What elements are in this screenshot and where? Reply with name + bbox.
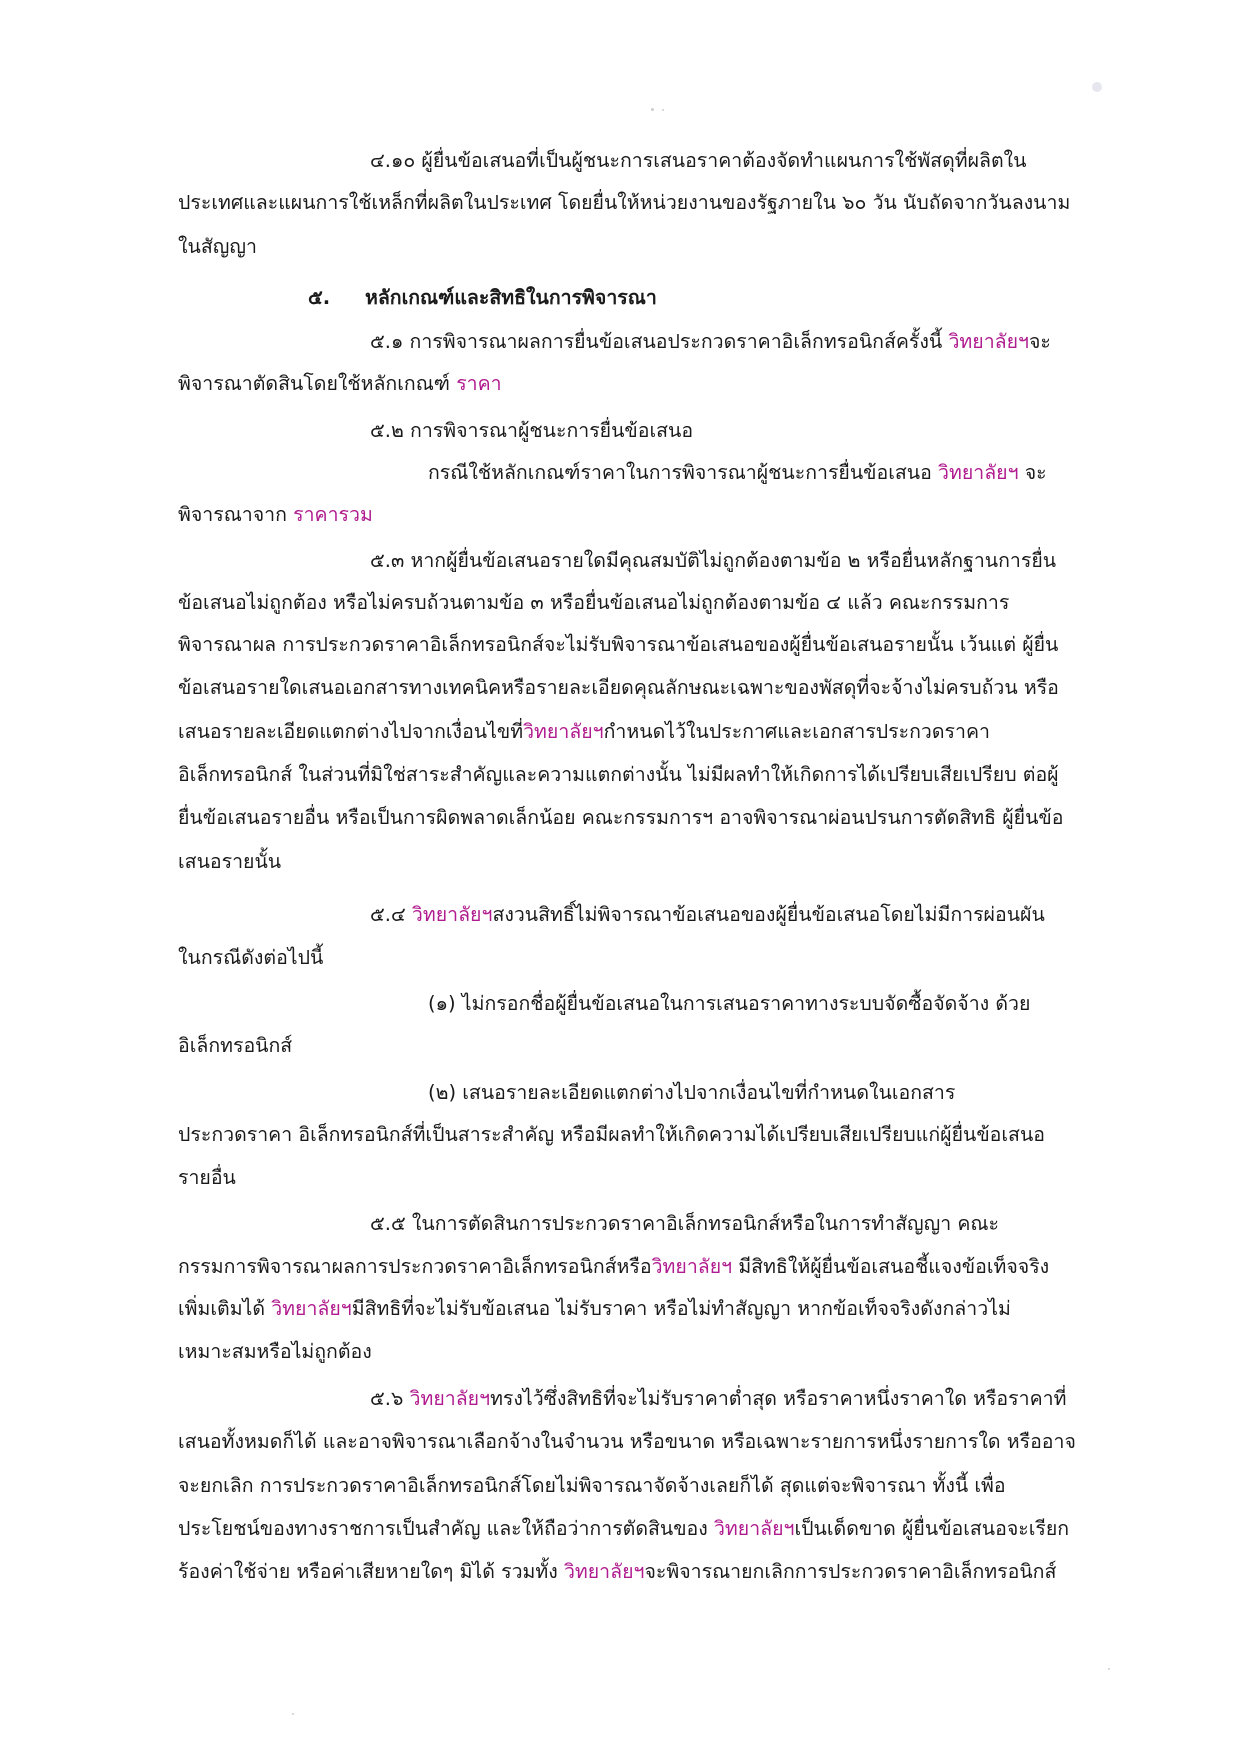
college-name: วิทยาลัยฯ	[563, 1560, 645, 1583]
college-name: วิทยาลัยฯ	[409, 1387, 491, 1410]
section-5-title: หลักเกณฑ์และสิทธิในการพิจารณา	[364, 286, 657, 309]
paragraph-4-10-line-2: ประเทศและแผนการใช้เหล็กที่ผลิตในประเทศ โดยยื่นให้หน่วยงานของรัฐภายใน ๖๐ วัน นับถัดจากวันลงนาม	[178, 191, 1071, 214]
paragraph-5-6-line-4	[178, 1514, 1069, 1544]
college-name: วิทยาลัยฯ	[651, 1255, 733, 1278]
text: กำหนดไว้ในประกาศและเอกสารประกวดราคา	[603, 720, 990, 743]
college-name: วิทยาลัยฯ	[713, 1517, 795, 1540]
paragraph-5-4-item-1-line-1: (๑) ไม่กรอกชื่อผู้ยื่นข้อเสนอในการเสนอราคาทางระบบจัดซื้อจัดจ้าง ด้วย	[428, 992, 1031, 1015]
text: จะ	[1028, 330, 1051, 353]
paragraph-5-3-line-1: ๕.๓ หากผู้ยื่นข้อเสนอรายใดมีคุณสมบัติไม่ถูกต้องตามข้อ ๒ หรือยื่นหลักฐานการยื่น	[370, 549, 1057, 572]
text: พิจารณาจาก	[178, 503, 294, 526]
paragraph-5-4-item-1-line-2: อิเล็กทรอนิกส์	[178, 1034, 293, 1057]
criterion-total-price: ราคารวม	[293, 503, 373, 526]
paragraph-5-1-line-1	[370, 327, 1051, 357]
scan-speck	[1108, 1668, 1110, 1670]
paragraph-5-4-item-2-line-1: (๒) เสนอรายละเอียดแตกต่างไปจากเงื่อนไขที่กำหนดในเอกสาร	[428, 1081, 956, 1104]
paragraph-5-5-line-2	[178, 1252, 1049, 1282]
text: เป็นเด็ดขาด ผู้ยื่นข้อเสนอจะเรียก	[794, 1517, 1070, 1540]
text: สงวนสิทธิ์ไม่พิจารณาข้อเสนอของผู้ยื่นข้อเสนอโดยไม่มีการผ่อนผัน	[492, 903, 1045, 926]
paragraph-5-6-line-1	[370, 1384, 1066, 1414]
section-5-number: ๕.	[308, 286, 331, 309]
paragraph-5-2-line-2	[428, 458, 1047, 488]
paragraph-4-10-line-1: ๔.๑๐ ผู้ยื่นข้อเสนอที่เป็นผู้ชนะการเสนอราคาต้องจัดทำแผนการใช้พัสดุที่ผลิตใน	[370, 149, 1027, 172]
paragraph-5-4-item-2-line-3: รายอื่น	[178, 1166, 236, 1189]
paragraph-5-4-line-1	[370, 900, 1045, 930]
text: เพิ่มเติมได้	[178, 1297, 272, 1320]
paragraph-5-4-line-2: ในกรณีดังต่อไปนี้	[178, 946, 324, 969]
text: พิจารณาตัดสินโดยใช้หลักเกณฑ์	[178, 372, 457, 395]
paragraph-5-5-line-4: เหมาะสมหรือไม่ถูกต้อง	[178, 1340, 372, 1363]
paragraph-5-3-line-4: ข้อเสนอรายใดเสนอเอกสารทางเทคนิคหรือรายละเอียดคุณลักษณะเฉพาะของพัสดุที่จะจ้างไม่ครบถ้วน หรือ	[178, 676, 1059, 699]
text: กรรมการพิจารณาผลการประกวดราคาอิเล็กทรอนิกส์หรือ	[178, 1255, 652, 1278]
text: ๕.๖	[370, 1387, 410, 1410]
criterion-price: ราคา	[456, 372, 502, 395]
college-name: วิทยาลัยฯ	[523, 720, 604, 743]
paragraph-5-3-line-5	[178, 717, 990, 747]
text: มีสิทธิที่จะไม่รับข้อเสนอ ไม่รับราคา หรือไม่ทำสัญญา หากข้อเท็จจริงดังกล่าวไม่	[351, 1297, 1011, 1320]
text: ทรงไว้ซึ่งสิทธิที่จะไม่รับราคาต่ำสุด หรือราคาหนึ่งราคาใด หรือราคาที่	[490, 1387, 1067, 1410]
section-5-heading	[308, 283, 657, 313]
college-name: วิทยาลัยฯ	[271, 1297, 352, 1320]
paragraph-5-2-line-3	[178, 500, 373, 530]
scan-speck	[292, 1713, 294, 1715]
paragraph-5-4-item-2-line-2: ประกวดราคา อิเล็กทรอนิกส์ที่เป็นสาระสำคัญ หรือมีผลทำให้เกิดความได้เปรียบเสียเปรียบแก่ผู้ยื่นข้อเสนอ	[178, 1123, 1045, 1146]
paragraph-5-6-line-3: จะยกเลิก การประกวดราคาอิเล็กทรอนิกส์โดยไม่พิจารณาจัดจ้างเลยก็ได้ สุดแต่จะพิจารณา ทั้งนี้ เพื่อ	[178, 1474, 1006, 1497]
paragraph-5-3-line-8: เสนอรายนั้น	[178, 850, 282, 873]
paragraph-5-5-line-1: ๕.๕ ในการตัดสินการประกวดราคาอิเล็กทรอนิกส์หรือในการทำสัญญา คณะ	[370, 1212, 999, 1235]
text: เสนอรายละเอียดแตกต่างไปจากเงื่อนไขที่	[178, 720, 524, 743]
scan-speck	[1092, 82, 1102, 92]
scan-speck	[662, 109, 664, 111]
text: ๕.๑ การพิจารณาผลการยื่นข้อเสนอประกวดราคาอิเล็กทรอนิกส์ครั้งนี้	[370, 330, 949, 353]
paragraph-5-5-line-3	[178, 1294, 1011, 1324]
paragraph-5-3-line-2: ข้อเสนอไม่ถูกต้อง หรือไม่ครบถ้วนตามข้อ ๓ หรือยื่นข้อเสนอไม่ถูกต้องตามข้อ ๔ แล้ว คณะกรรมการ	[178, 591, 1010, 614]
paragraph-5-1-line-2	[178, 369, 502, 399]
paragraph-4-10-line-3: ในสัญญา	[178, 235, 257, 258]
text: จะ	[1018, 461, 1047, 484]
paragraph-5-6-line-5	[178, 1557, 1056, 1587]
text: จะพิจารณายกเลิกการประกวดราคาอิเล็กทรอนิกส์	[644, 1560, 1057, 1583]
college-name: วิทยาลัยฯ	[948, 330, 1029, 353]
text: ๕.๔	[370, 903, 412, 926]
paragraph-5-2-line-1: ๕.๒ การพิจารณาผู้ชนะการยื่นข้อเสนอ	[370, 419, 694, 442]
college-name: วิทยาลัยฯ	[938, 461, 1019, 484]
paragraph-5-3-line-7: ยื่นข้อเสนอรายอื่น หรือเป็นการผิดพลาดเล็กน้อย คณะกรรมการฯ อาจพิจารณาผ่อนปรนการตัดสิทธิ ผู้ยื่นข้อ	[178, 806, 1064, 829]
text: ประโยชน์ของทางราชการเป็นสำคัญ และให้ถือว่าการตัดสินของ	[178, 1517, 714, 1540]
text: มีสิทธิให้ผู้ยื่นข้อเสนอชี้แจงข้อเท็จจริง	[732, 1255, 1050, 1278]
paragraph-5-3-line-3: พิจารณาผล การประกวดราคาอิเล็กทรอนิกส์จะไม่รับพิจารณาข้อเสนอของผู้ยื่นข้อเสนอรายนั้น เว้นแต่ ผู้ยื่น	[178, 633, 1059, 656]
scan-speck	[651, 108, 654, 111]
paragraph-5-6-line-2: เสนอทั้งหมดก็ได้ และอาจพิจารณาเลือกจ้างในจำนวน หรือขนาด หรือเฉพาะรายการหนึ่งรายการใด หรืออาจ	[178, 1430, 1076, 1453]
text: ร้องค่าใช้จ่าย หรือค่าเสียหายใดๆ มิได้ รวมทั้ง	[178, 1560, 564, 1583]
text: กรณีใช้หลักเกณฑ์ราคาในการพิจารณาผู้ชนะการยื่นข้อเสนอ	[428, 461, 939, 484]
college-name: วิทยาลัยฯ	[411, 903, 493, 926]
paragraph-5-3-line-6: อิเล็กทรอนิกส์ ในส่วนที่มิใช่สาระสำคัญและความแตกต่างนั้น ไม่มีผลทำให้เกิดการได้เปรียบเสียเปรียบ ต่อผู้	[178, 763, 1059, 786]
